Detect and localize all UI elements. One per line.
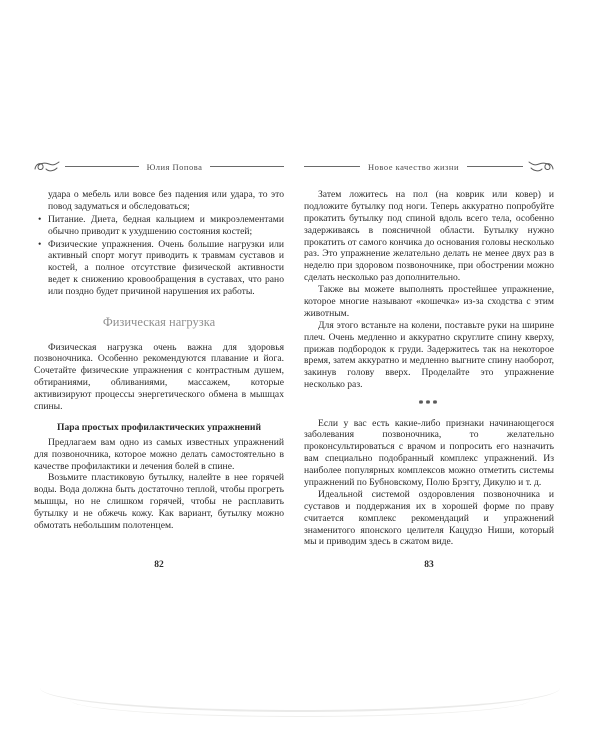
section-title: Физическая нагрузка [102, 315, 216, 330]
flourish-icon [34, 160, 60, 173]
paragraph: Если у вас есть какие-либо признаки начинающегося заболевания позвоночника, то желательно проконсультироваться с врачом и попросить его назначить вам специально подобранный комплекс упражнений. Из наиболее популярных комплексов можно отметить системы упражнений по Бубновскому, Полю Брэггу, Дикулю и т. д. [304, 417, 554, 488]
header-rule [65, 166, 139, 167]
page-number: 83 [424, 560, 434, 571]
list-item-text: Питание. Диета, бедная кальцием и микроэлементами обычно приводит к ухудшению состояния костей; [48, 213, 284, 237]
running-head-text: Новое качество жизни [368, 161, 459, 172]
running-head-text: Юлия Попова [146, 161, 203, 172]
page-right [304, 160, 554, 574]
subheading: Пара простых профилактических упражнений [57, 421, 261, 433]
header-rule [304, 166, 360, 167]
paragraph: Также вы можете выполнять простейшее упражнение, которое многие называют «кошечка» из-за сходства с этим животным. [304, 284, 554, 319]
page-number: 82 [154, 560, 164, 571]
bullet-list [34, 189, 284, 298]
header-rule [467, 166, 523, 167]
list-item [38, 213, 284, 238]
paragraph: Для этого встаньте на колени, поставьте руки на ширине плеч. Очень медленно и аккуратно скруглите спину кверху, прижав подбородок к груди. Задержитесь так на некоторое время, затем аккуратно и медленно выгните спину наоборот, закинув голову вверх. Проделайте это упражнение несколько раз. [304, 319, 554, 391]
list-item [38, 238, 284, 298]
page-edge-shadow [70, 700, 530, 717]
running-head-left [34, 160, 284, 173]
running-head-right [304, 160, 554, 173]
page-body-left [34, 189, 284, 548]
paragraph: Затем ложитесь на пол (на коврик или ковер) и подложите бутылку под ноги. Теперь аккуратно попробуйте прокатить бутылку под спиной вдоль всего тела, особенно задерживаясь в поясничной области. Бутылку нужно прокатить от самого кончика до основания головы несколько раз. Это упражнение желательно делать не менее двух раз в неделю при здоровом позвоночнике, при обострении можно сделать несколько раз дополнительно. [304, 189, 554, 284]
list-item-text: Физические упражнения. Очень большие нагрузки или активный спорт могут приводить к травмам суставов и костей, а полное отсутствие физической активности ведет к снижению кровообращения в суставах, что рано или поздно будет причиной нарушения их работы. [48, 238, 284, 298]
bullet-icon: • [38, 238, 42, 250]
continued-text: удара о мебель или вовсе без падения или удара, то это повод задуматься и обследоваться; [48, 189, 284, 212]
page-body-right [304, 189, 554, 548]
paragraph: Физическая нагрузка очень важна для здоровья позвоночника. Особенно рекомендуются плавание и йога. Сочетайте физические упражнения с контрастным душем, обтираниями, обливаниями, массажем, которые активизируют процессы энергетического обмена в мышцах спины. [34, 341, 284, 412]
header-rule [210, 166, 284, 167]
paragraph: Предлагаем вам одно из самых известных упражнений для позвоночника, которое можно делать самостоятельно в качестве профилактики и лечения болей в спине. [34, 436, 284, 472]
paragraph: Идеальной системой оздоровления позвоночника и суставов и поддержания их в хорошей форме по праву считается комплекс рекомендаций и упражнений знаменитого японского целителя Кацудзо Ниши, который мы и приводим здесь в сжатом виде. [304, 488, 554, 548]
paragraph: Возьмите пластиковую бутылку, налейте в нее горячей воды. Вода должна быть достаточно теплой, чтобы прогреть мышцы, но не слишком горячей, чтобы не расплавить бутылку и не обжечь кожу. Как вариант, бутылку можно обмотать небольшим полотенцем. [34, 472, 284, 531]
page-left [34, 160, 284, 574]
flourish-icon [528, 160, 554, 173]
bullet-icon: • [38, 213, 42, 225]
asterisk-separator: *** [418, 399, 440, 411]
